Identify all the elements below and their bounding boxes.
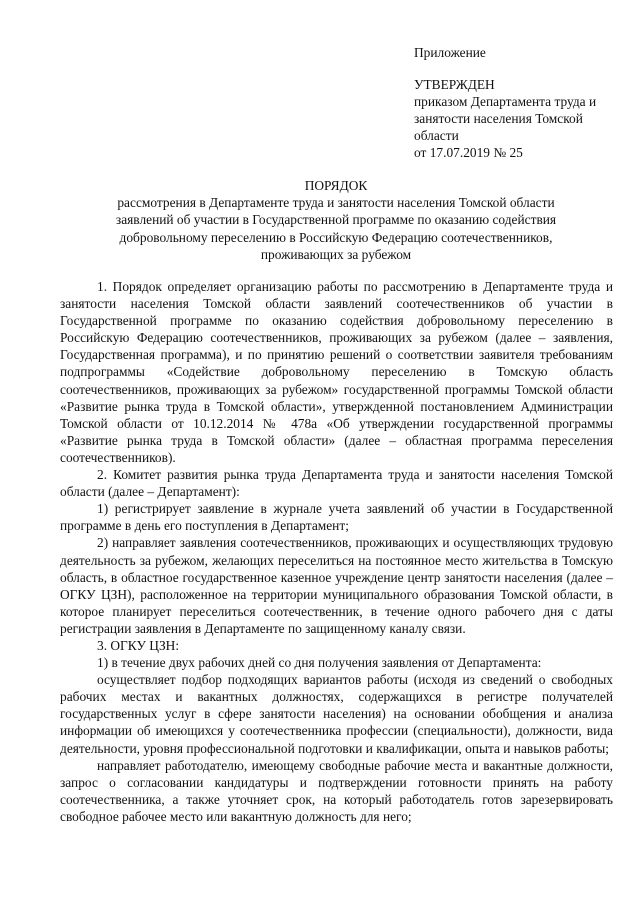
paragraph-selection: осуществляет подбор подходящих вариантов работы (исходя из сведений о свободных рабочих местах и вакантных должностях, содержащихся в регистре получателей государственных услуг в сфере занятости населения) на основании обобщения и анализа информации об имеющихся у соотечественника профессии (специальности), должности, вида деятельности, уровня профессиональной подготовки и квалификации, опыта и навыков работы; <box>60 672 613 756</box>
approval-date-line: от 17.07.2019 № 25 <box>414 145 523 160</box>
approval-department-line: занятости населения Томской <box>414 111 583 126</box>
paragraph-3-1-deadline: 1) в течение двух рабочих дней со дня получения заявления от Департамента: <box>97 655 542 671</box>
appendix-label: Приложение <box>414 45 486 60</box>
document-heading: ПОРЯДОК <box>304 178 368 193</box>
paragraph-1-scope: 1. Порядок определяет организацию работы по рассмотрению в Департаменте труда и занятости населения Томской области заявлений соотечественников об участии в Государственной программе по оказанию содействия добровольному переселению в Российскую Федерацию соотечественников, проживающих за рубежом (далее – заявления, Государственная программа), и по принятию решений о соответствии заявителя требованиям подпрограммы «Содействие добровольному переселению в Томскую область соотечественников, проживающих за рубежом» государственной программы Томской области «Развитие рынка труда в Томской области», утвержденной постановлением Администрации Томской области от 10.12.2014 № 478а «Об утверждении государственной программы «Развитие рынка труда в Томской области» (далее – областная программа переселения соотечественников). <box>60 279 613 465</box>
approval-region-line: области <box>414 128 459 143</box>
title-line: рассмотрения в Департаменте труда и занятости населения Томской области <box>117 195 555 211</box>
approved-label: УТВЕРЖДЕН <box>414 77 495 92</box>
document-title-block <box>60 177 612 263</box>
paragraph-2-committee: 2. Комитет развития рынка труда Департамента труда и занятости населения Томской области (далее – Департамент): <box>60 467 613 500</box>
paragraph-2-2-forward: 2) направляет заявления соотечественников, проживающих и осуществляющих трудовую деятельность за рубежом, желающих переселиться на постоянное место жительства в Томскую область, в областное государственное казенное учреждение центр занятости населения (далее – ОГКУ ЦЗН), расположенное на территории муниципального образования Томской области, в которое планирует переселиться соотечественник, в течение одного рабочего дня с даты регистрации заявления в Департаменте по защищенному каналу связи. <box>60 535 613 636</box>
approval-stamp <box>414 44 614 161</box>
paragraph-employer-request: направляет работодателю, имеющему свободные рабочие места и вакантные должности, запрос о согласовании кандидатуры и подтверждении готовности принять на работу соотечественника, а также уточняет срок, на который работодатель готов зарезервировать свободное рабочее место или вакантную должность для него; <box>60 757 613 824</box>
title-line: добровольному переселению в Российскую Федерацию соотечественников, <box>119 229 553 245</box>
title-line: проживающих за рубежом <box>260 246 412 262</box>
paragraph-2-1-register: 1) регистрирует заявление в журнале учета заявлений об участии в Государственной программе в день его поступления в Департамент; <box>60 501 613 534</box>
title-line: заявлений об участии в Государственной программе по оказанию содействия <box>115 212 557 228</box>
paragraph-3-center: 3. ОГКУ ЦЗН: <box>97 637 180 653</box>
approval-order-line: приказом Департамента труда и <box>414 94 597 109</box>
document-body <box>60 278 613 825</box>
